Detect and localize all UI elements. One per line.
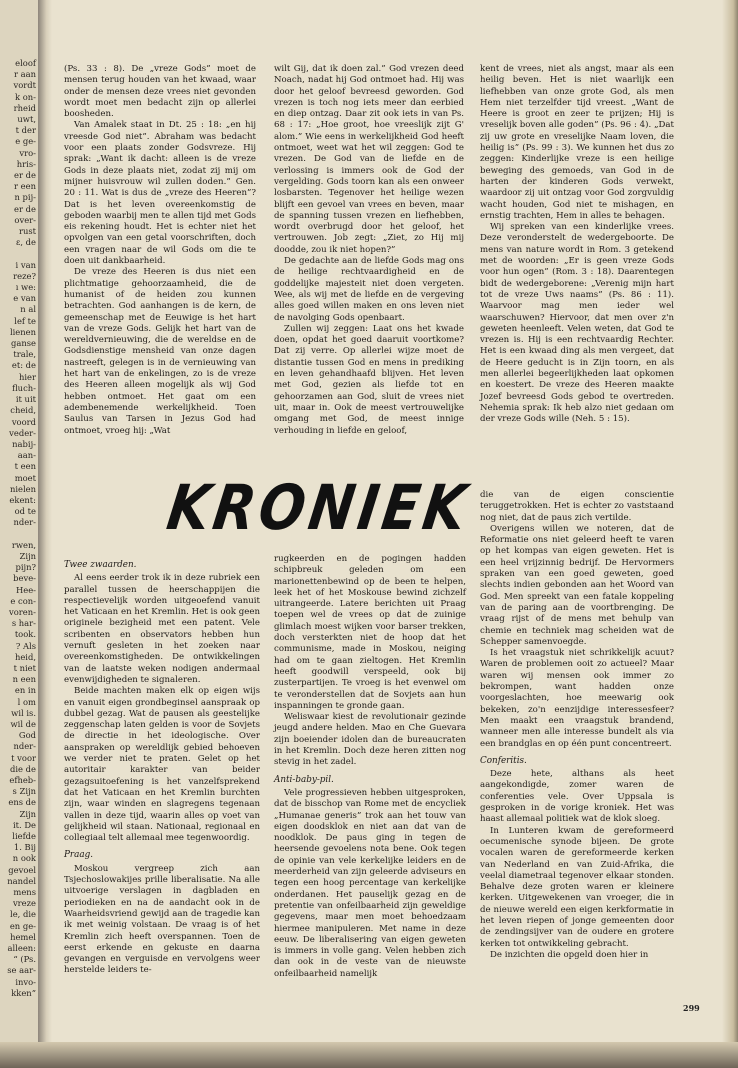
previous-page-line: s har- xyxy=(11,618,36,629)
previous-page-line: trale, xyxy=(13,349,36,360)
article-column-2-top xyxy=(274,64,464,437)
previous-page-line: took. xyxy=(14,629,36,640)
previous-page-line: aan- xyxy=(17,450,36,461)
previous-page-line: r aan xyxy=(13,69,36,80)
previous-page-line: “ (Ps. xyxy=(13,954,36,965)
previous-page-line: ı we: xyxy=(15,282,36,293)
previous-page-line: e ge- xyxy=(15,136,36,147)
previous-page-line: wil de xyxy=(10,718,36,729)
page-right-edge xyxy=(722,0,738,1068)
previous-page-line: eloof xyxy=(15,58,36,68)
kroniek-column-1 xyxy=(64,554,260,977)
previous-page-line: Hee- xyxy=(15,584,36,595)
paragraph: Beide machten maken elk op eigen wijs en vanuit eigen grondbeginsel aanspraak op dubbel gezag. Wat de pausen als geestelijke zeggenschap laten gelden is voor de Sovjets de directie in het ideologische. Over aanspraken op wereldlijk gebied behoeven we verder niet te praten. Gelet op het autoritair karakter van beider gezagsuitoefening is het vanzelfsprekend dat het Vaticaan en het Kremlin burchten zijn, waar winden en slagregens tegenaan vallen in deze tijd, waarin alles op voet van gelijkheid wil staan. Nationaal, regionaal en collegiaal telt allemaal mee tegenwoordig. xyxy=(64,686,260,844)
previous-page-line xyxy=(0,248,36,259)
previous-page-line: n een xyxy=(12,674,36,685)
previous-page-line: ens de xyxy=(8,797,36,808)
previous-page-line: die de xyxy=(10,763,36,774)
previous-page-line: invo- xyxy=(15,976,36,987)
previous-page-line: lienen xyxy=(9,326,36,337)
previous-page-line: e van xyxy=(13,293,36,304)
previous-page-line xyxy=(0,529,36,540)
subsection-heading: Praag. xyxy=(64,850,94,861)
previous-page-line: efheb- xyxy=(9,775,36,785)
previous-page-line: hier xyxy=(18,371,36,382)
previous-page-line: t niet xyxy=(13,662,36,673)
previous-page-line: n pij- xyxy=(14,192,36,203)
previous-page-line: alleen: xyxy=(7,943,36,954)
previous-page-line: nielen xyxy=(9,483,36,494)
previous-page-line: le, die xyxy=(10,909,36,920)
previous-page-line: ekent: xyxy=(9,494,36,505)
previous-page-line: et: de xyxy=(11,360,36,371)
previous-page-line: n al xyxy=(20,304,36,315)
kroniek-column-3 xyxy=(480,490,674,961)
paragraph: die van de eigen conscientie teruggetrokken. Het is echter zo vaststaand nog niet, dat de paus zich vertilde. xyxy=(480,490,674,523)
previous-page-line: reze? xyxy=(13,270,36,281)
previous-page-line: voren- xyxy=(9,606,36,617)
previous-page-line: k on- xyxy=(14,91,36,102)
previous-page-line: vro- xyxy=(19,147,36,158)
previous-page-line: heid, xyxy=(14,651,36,662)
paragraph: Moskou vergreep zich aan Tsjechoslowakijes prille liberalisatie. Na alle uitvoerige verslagen in dagbladen en periodieken en na de aandacht ook in de Waarheidsvriend gewijd aan de tragedie kan ik met weinig volstaan. De vraag is of het Kremlin zich heeft overspannen. Toen de eerst erkende en gekuste en daarna gevangen en verguisde en vervolgens weer herstelde leiders te- xyxy=(64,863,260,976)
previous-page-line: Zijn xyxy=(19,808,36,819)
previous-page-line: wil is. xyxy=(11,707,36,718)
page-number: 299 xyxy=(683,1003,700,1013)
subsection-heading: Conferitis. xyxy=(480,755,527,766)
previous-page-line: s Zijn xyxy=(12,786,36,797)
paragraph: Wij spreken van een kinderlijke vrees. Deze veronderstelt de wedergeboorte. De mens van nature wordt in Rom. 3 getekend met de woorden: „Er is geen vreze Gods voor hun ogen” (Rom. 3 : 18). Daarentegen bidt de wedergeborene: „Verenig mijn hart tot de vreze Uws naams” (Ps. 86 : 11). Waarvoor mag men ieder wel waarschuwen? Hiervoor, dat men over z'n geweten heenleeft. Velen weten, dat God te vrezen is. Hij is een rechtvaardig Rechter. Het is een kwaad ding als men vergeet, dat de Heere geducht is in Zijn toorn, en als men allerlei begeerlijkheden laat opkomen en koestert. De vreze des Heeren maakte Jozef bevreesd Gods gebod te overtreden. Nehemia sprak: Ik heb alzo niet gedaan om der vreze Gods wille (Neh. 5 : 15). xyxy=(480,222,674,425)
paragraph: Deze hete, althans als heet aangekondigde, zomer waren de conferenties vele. Over Uppsala is gesproken in de vorige kroniek. Het was haast allemaal politiek wat de klok sloeg. xyxy=(480,769,674,825)
previous-page-line: it uit xyxy=(15,394,36,405)
paragraph: rugkeerden en de pogingen hadden schipbreuk geleden om een marionettenbewind op de been te helpen, leek het of het Moskouse bewind zichzelf uitrangeerde. Latere berichten uit Praag toepen wel de vrees op dat de zuinige glimlach moest wijken voor barser trekken, doch versterkten niet de hoop dat het communisme, made in Moskou, neiging had om te gaan zieltogen. Het Kremlin heeft goodwill verspeeld, ook bij zusterpartijen. Te vroeg is het evenwel om te veronderstellen dat de Sovjets aan hun inspanningen te gronde gaan. xyxy=(274,554,466,711)
article-column-1-top xyxy=(64,64,256,437)
section-title-kroniek: KRONIEK xyxy=(162,471,475,544)
paragraph: Van Amalek staat in Dt. 25 : 18: „en hij vreesde God niet”. Abraham was bedacht voor een plaats zonder Godsvreze. Hij sprak: „Want ik dacht: alleen is de vreze Gods in deze plaats niet, zodat zij mij om mijner huisvrouw wil zullen doden.” Gen. 20 : 11. Wat is dus de „vreze des Heeren”? Dat is het leven overeenkomstig de geboden waarbij men te allen tijd met Gods eis rekening houdt. Het is echter niet het opvolgen van een getal voorschriften, doch een vragen naar de wil Gods om die te doen uit dankbaarheid. xyxy=(64,120,256,267)
previous-page-line: ganse xyxy=(10,338,36,349)
previous-page-line: rheid xyxy=(13,102,36,113)
previous-page-line: kken” xyxy=(11,987,36,998)
previous-page-line: uwt, xyxy=(17,114,36,125)
paragraph: Al eens eerder trok ik in deze rubriek een parallel tussen de heerschappijen die respectievelijk worden uitgeoefend vanuit het Vaticaan en het Kremlin. Het is ook geen originele bezigheid met een patent. Vele scribenten en observators hebben hun vernuft gesleten in het zoeken naar overeenkomstigheden. De ontwikkelingen van de laatste weken nodigen andermaal evenwijdigheden te signaleren. xyxy=(64,573,260,685)
previous-page-line: pijn? xyxy=(15,562,36,573)
previous-page-line: en ge- xyxy=(9,920,36,931)
paragraph: (Ps. 33 : 8). De „vreze Gods” moet de mensen terug houden van het kwaad, waar onder de mensen deze vrees niet gevonden wordt moet men bedacht zijn op allerlei boosheden. xyxy=(64,64,256,120)
page-bottom-edge xyxy=(0,1042,738,1068)
previous-page-line: ɛ, de xyxy=(16,237,36,248)
previous-page-line: e con- xyxy=(10,595,36,606)
previous-page-line: en in xyxy=(14,685,36,696)
previous-page-line: moet xyxy=(14,472,36,483)
previous-page-line: hemel xyxy=(10,931,36,942)
previous-page-line: se aar- xyxy=(7,965,36,976)
paragraph: kent de vrees, niet als angst, maar als een heilig beven. Het is niet waarlijk een liefhebben van onze grote God, als men Hem niet terzelfder tijd vreest. „Want de Heere is groot en zeer te prijzen; Hij is vreselijk boven alle goden” (Ps. 96 : 4). „Dat zij uw grote en vreselijke Naam loven, die heilig is” (Ps. 99 : 3). We kunnen het dus zo zeggen: Kinderlijke vreze is een heilige beweging des gemoeds, van God in de harten der kinderen Gods verwekt, waardoor zij uit ontzag voor God zorgvuldig wacht houden, God niet te mishagen, en ernstig trachten, Hem in alles te behagen. xyxy=(480,64,674,221)
previous-page-line: lef te xyxy=(14,315,36,326)
subsection-heading: Twee zwaarden. xyxy=(64,560,137,570)
previous-page-line: gevoel xyxy=(8,864,36,875)
previous-page-strip xyxy=(0,0,40,1068)
previous-page-line: God xyxy=(18,730,36,741)
paragraph: Zullen wij zeggen: Laat ons het kwade doen, opdat het goed daaruit voortkome? Dat zij verre. Op allerlei wijze moet de distantie tussen God en mens in prediking en leven gehandhaafd blijven. Het leven met God, gezien als liefde tot en gehoorzamen aan God, sluit de vrees niet uit, maar in. Ook de meest vertrouwelijke omgang met God, de meest innige verhouding in liefde en geloof, xyxy=(274,323,464,436)
previous-page-line: cheid, xyxy=(10,405,36,416)
previous-page-line: ? Als xyxy=(15,640,36,651)
previous-page-line: rust xyxy=(18,226,36,237)
previous-page-line: nandel xyxy=(7,875,36,886)
paragraph: De vreze des Heeren is dus niet een plichtmatige gehoorzaamheid, die de humanist of de heiden zou kunnen betrachten. God aanhangen is de kern, de gemeenschap met de Eeuwige is het hart van de vreze Gods. Gelijk het hart van de wereldvernieuwing, die de wereldse en de Godsdienstige mensheid van onze dagen nastreeft, gelegen is in de vernieuwing van het hart van de enkelingen, zo is de vreze des Heeren alleen mogelijk als wij God hebben ontmoet. Het gaat om een adembenemende werkelijkheid. Toen Saulus van Tarsen in Jezus God had ontmoet, vroeg hij: „Wat xyxy=(64,267,256,436)
previous-page-line: fluch- xyxy=(12,382,36,393)
paragraph: Vele progressieven hebben uitgesproken, dat de bisschop van Rome met de encycliek „Humanae generis” trok aan het touw van eigen doodsklok en niet aan dat van de noodklok. De paus ging in tegen de heersende gevoelens nota bene. Ook tegen de opinie van vele kerkelijke leiders en de meerderheid van zijn geleerde adviseurs en tegen een hoog percentage van kerkelijke onderdanen. Het pauselijk gezag en de pretentie van onfeilbaarheid zijn geweldige gegevens, maar men moet behoedzaam hiermee manipuleren. Met name in deze eeuw. De liberalisering van eigen geweten is immers in volle gang. Velen hebben zich dan ook in de veste van de nieuwste onfeilbaarheid namelijk xyxy=(274,787,466,979)
previous-page-line: voord xyxy=(11,416,36,427)
previous-page-line: i van xyxy=(15,259,36,270)
previous-page-line: beve- xyxy=(13,573,36,584)
paragraph: Overigens willen we noteren, dat de Reformatie ons niet geleerd heeft te varen op het kompas van eigen geweten. Het is een heel vrijzinnig bedrijf. De Hervormers spraken van een goed geweten, goed slechts indien gebonden aan het Woord van God. Men spreekt van een fatale koppeling van de paring aan de voortbrenging. De vraag rijst of de mens met behulp van chemie en techniek mag scheiden wat de Schepper samenvoegde. xyxy=(480,523,674,647)
page-gutter xyxy=(38,0,52,1068)
previous-page-line: nabij- xyxy=(12,438,36,449)
paragraph: Weliswaar kiest de revolutionair gezinde jeugd andere helden. Mao en Che Guevara zijn boeiender idolen dan de bureaucraten in het Kremlin. Doch deze heren zitten nog stevig in het zadel. xyxy=(274,712,466,768)
previous-page-line: nder- xyxy=(13,517,36,528)
previous-page-line: er de xyxy=(14,170,36,181)
previous-page-line: n ook xyxy=(12,853,36,864)
previous-page-line: veder- xyxy=(9,427,36,438)
previous-page-line: r een xyxy=(14,181,36,192)
paragraph: wilt Gij, dat ik doen zal.” God vrezen deed Noach, nadat hij God ontmoet had. Hij was door het geloof bevreesd geworden. God vrezen is toch nog iets meer dan eerbied en diep ontzag. Daar zit ook iets in van Ps. 68 : 17: „Hoe groot, hoe vreeslijk zijt G' alom.” Wie eens in werkelijkheid God heeft ontmoet, weet wat het wil zeggen: God te vrezen. De God van de liefde en de verlossing is immers ook de God der vergelding. Gods toorn kan als een onweer losbarsten. Tegenover het heilige wezen blijft een gevoel van vrees en beven, maar de spanning tussen vrezen en liefhebben, wordt overbrugd door het geloof, het vertrouwen. Job zegt: „Ziet, zo Hij mij doodde, zou ik niet hopen?” xyxy=(274,64,464,255)
previous-page-line: t der xyxy=(15,125,36,136)
previous-page-line: Zijn xyxy=(19,550,36,561)
subsection-heading: Anti-baby-pil. xyxy=(274,774,334,785)
previous-page-line: er de xyxy=(14,203,36,214)
previous-page-line: over- xyxy=(14,214,36,225)
paragraph: In Lunteren kwam de gereformeerd oecumenische synode bijeen. De grote vocalen waren de gereformeerde kerken van Nederland en van Zuid-Afrika, die veelal diametraal tegenover elkaar stonden. Behalve deze groten waren er kleinere kerken. Uitgewekenen van vroeger, die in de nieuwe wereld een eigen kerkformatie in het leven riepen of jonge gemeenten door de zendingsijver van de oudere en grotere kerken tot ontwikkeling gebracht. xyxy=(480,825,674,949)
previous-page-line: l om xyxy=(17,696,36,707)
previous-page-line: nder- xyxy=(13,741,36,752)
paragraph: De inzichten die opgeld doen hier in xyxy=(490,949,649,960)
previous-page-line: t een xyxy=(14,461,36,472)
previous-page-line: mens xyxy=(13,887,36,898)
previous-page-line: vordt xyxy=(13,80,36,91)
previous-page-line: vreze xyxy=(12,898,36,909)
previous-page-line: rwen, xyxy=(11,539,36,550)
previous-page-line: hris- xyxy=(16,158,36,169)
previous-page-line: it. De xyxy=(12,819,36,830)
previous-page-line: liefde xyxy=(12,831,36,842)
paragraph: Is het vraagstuk niet schrikkelijk acuut? Waren de problemen ooit zo actueel? Maar waren wij mensen ook immer zo bekrompen, want hadden onze voorgeslachten, hoe meewarig ook bekeken, zo'n eenzijdige interessesfeer? Men maakt een vraagstuk brandend, wanneer men alle interesse bundelt als via een brandglas en op één punt concentreert. xyxy=(480,648,674,749)
previous-page-line: od te xyxy=(14,506,36,517)
paragraph: De gedachte aan de liefde Gods mag ons de heilige rechtvaardigheid en de goddelijke majesteit niet doen vergeten. Wee, als wij met de liefde en de vergeving alles goed willen maken en ons leven niet de navolging Gods openbaart. xyxy=(274,256,464,323)
previous-page-line: 1. Bij xyxy=(13,842,36,853)
previous-page-text xyxy=(0,58,36,999)
kroniek-column-2 xyxy=(274,554,466,980)
article-column-3-top xyxy=(480,64,674,426)
previous-page-line: t voor xyxy=(11,752,36,763)
